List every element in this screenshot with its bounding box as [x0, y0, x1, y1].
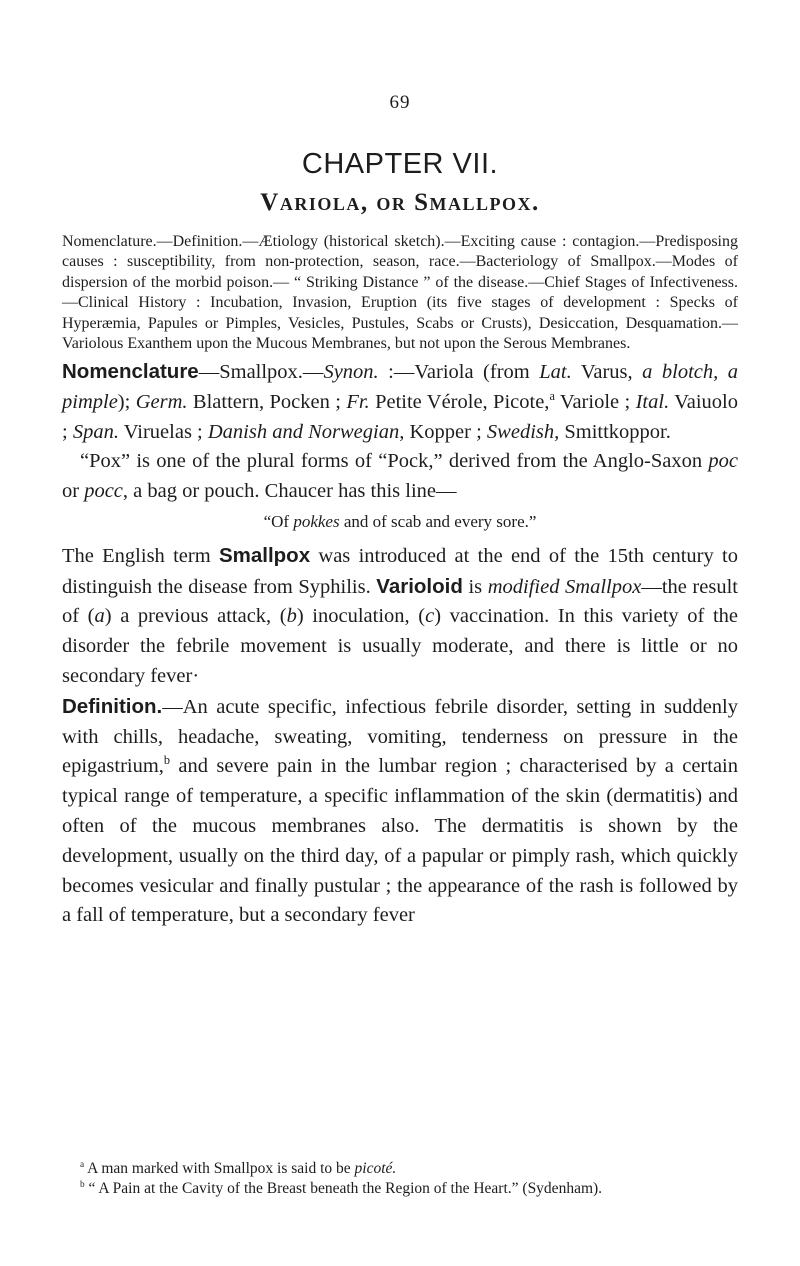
text-run: Petite Vérole, Picote,	[369, 390, 550, 413]
text-run: ) vaccination. In this variety of the disorder the febrile movement is usually moderate, and there is little or no secondary fever·	[62, 605, 739, 687]
text-run: ) a previous attack, (	[104, 605, 287, 628]
text-run: Variole ;	[554, 390, 636, 413]
chaucer-quote	[62, 507, 738, 537]
text-run: ) inoculation, (	[296, 605, 426, 628]
italic-run: Ital.	[635, 390, 670, 413]
text-run: “Pox” is one of the plural forms of “Pock,” derived from the Anglo-Saxon	[80, 450, 709, 473]
text-run: Blattern, Pocken ;	[187, 390, 347, 413]
text-run: and severe pain in the lumbar region ; characterised by a certain typical range of temperature, a specific inflammation of the skin (dermatitis) and often of the mucous membranes also. The dermatitis is shown by the development, usually on the third day, of a papular or pimply rash, which quickly becomes vesicular and finally pustular ; the appearance of the rash is followed by a fall of temperature, but a secondary fever	[62, 755, 738, 927]
footnote-a	[62, 1159, 738, 1179]
italic-run: Swedish,	[486, 420, 560, 443]
text-run: Kopper ;	[404, 420, 487, 443]
italic-run: c	[425, 605, 435, 628]
italic-run: modified Smallpox	[487, 575, 642, 598]
text-run: —An acute specific, infectious febrile disorder, setting in suddenly with chills, headache, sweating, vomiting, tenderness on pressure in the epigastrium,	[62, 695, 738, 778]
text-run: “ A Pain at the Cavity of the Breast beneath the Region of the Heart.” (Sydenham).	[84, 1180, 603, 1197]
italic-run: picoté.	[354, 1160, 397, 1177]
text-run: —Smallpox.—	[198, 361, 324, 383]
text-run: or	[62, 480, 85, 503]
smallpox-term: Smallpox	[218, 543, 311, 567]
italic-run: Fr.	[346, 390, 370, 413]
text-run: :—Variola (from	[378, 361, 540, 383]
paragraph-pox	[62, 447, 738, 507]
footnotes	[62, 1159, 738, 1199]
italic-run: poc	[708, 450, 738, 473]
italic-run: Danish and Norwegian,	[207, 420, 405, 443]
definition-heading: Definition.	[62, 694, 163, 718]
italic-run: Span.	[72, 420, 119, 443]
varioloid-term: Varioloid	[376, 574, 463, 598]
text-run: The English term	[62, 544, 219, 567]
footnote-b	[62, 1179, 738, 1199]
text-run: is	[462, 575, 488, 598]
text-run: A man marked with Smallpox is said to be	[84, 1160, 355, 1177]
text-run: was introduced at the end of the 15th century to distinguish the disease from Syphilis.	[62, 544, 738, 598]
footnote-ref-a: a	[549, 388, 555, 403]
nomenclature-heading: Nomenclature	[62, 360, 199, 383]
chapter-title: Variola, or Smallpox.	[260, 189, 540, 216]
chapter-heading: CHAPTER VII.	[301, 148, 499, 180]
paragraph-definition	[62, 692, 738, 931]
chapter-summary: Nomenclature.—Definition.—Ætiology (historical sketch).—Exciting cause : contagion.—Predisposing causes : susceptibility, from non-protection, season, race.—Bacteriology of Smallpox.—Modes of dispersion of the morbid poison.— “ Striking Distance ” of the disease.—Chief Stages of Infectiveness.—Clinical History : Incubation, Invasion, Eruption (its five stages of development : Specks of Hyperæmia, Papules or Pimples, Vesicles, Pustules, Scabs or Crusts), Desiccation, Desquamation.—Variolous Exanthem upon the Mucous Membranes, but not upon the Serous Membranes.	[62, 233, 738, 353]
text-run: Varus,	[571, 361, 643, 383]
footnote-mark: b	[80, 1179, 85, 1190]
italic-run: pocc	[84, 480, 123, 503]
paragraph-nomenclature	[62, 357, 738, 447]
footnote-mark: a	[80, 1159, 85, 1170]
italic-run: Synon.	[323, 361, 379, 383]
text-run: —the result of (	[62, 575, 738, 628]
body-text	[62, 357, 738, 931]
page-number: 69	[389, 92, 411, 113]
text-run: Viruelas ;	[118, 420, 208, 443]
footnote-ref-b: b	[163, 753, 171, 768]
italic-run: pokkes	[293, 511, 340, 531]
text-run: “Of	[263, 511, 294, 531]
text-run: , a bag or pouch. Chaucer has this line—	[122, 480, 457, 503]
italic-run: a blotch, a pimple	[62, 361, 738, 413]
italic-run: a	[94, 605, 105, 628]
paragraph-english-term	[62, 541, 738, 692]
text-run: and of scab and every sore.”	[339, 511, 537, 531]
text-run: Smittkoppor.	[559, 420, 671, 443]
text-run: );	[117, 390, 136, 413]
text-run: Vaiuolo ;	[62, 390, 738, 443]
italic-run: b	[286, 605, 297, 628]
italic-run: Germ.	[135, 390, 188, 413]
italic-run: Lat.	[539, 361, 572, 383]
